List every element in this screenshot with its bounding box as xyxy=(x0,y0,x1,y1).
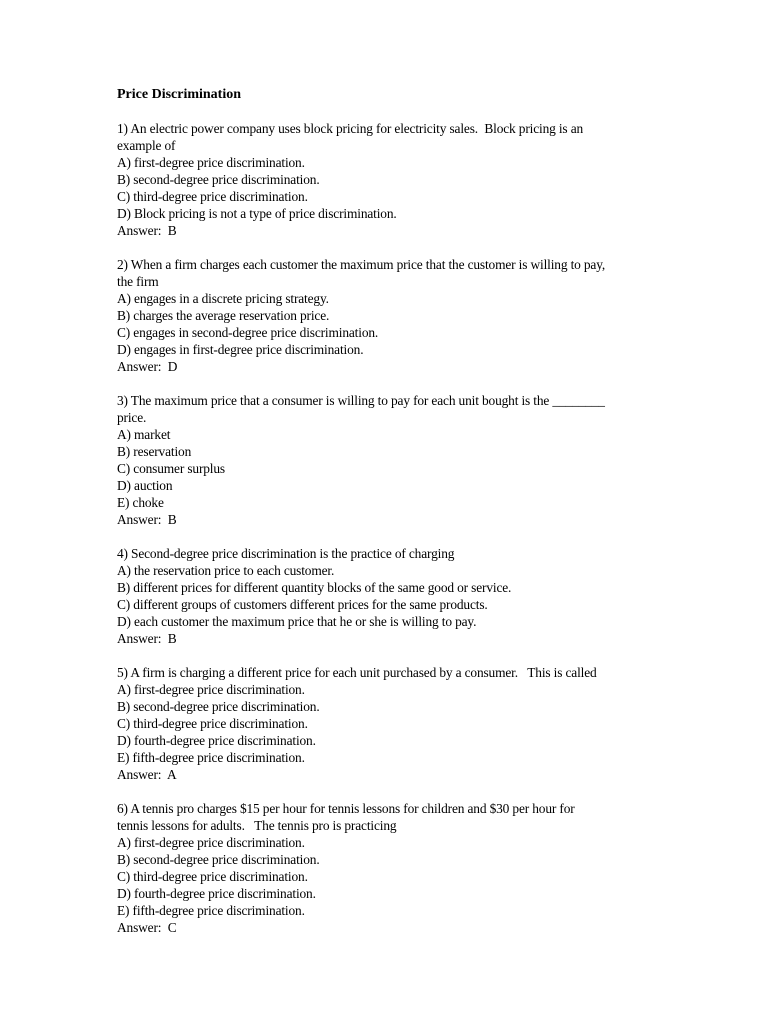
answer-option: B) second-degree price discrimination. xyxy=(117,172,320,187)
answer-option: B) reservation xyxy=(117,444,192,459)
answer-key: Answer: B xyxy=(117,631,177,646)
question-5 xyxy=(117,664,677,783)
answer-option: E) choke xyxy=(117,495,164,510)
question-stem-line: example of xyxy=(117,138,176,153)
answer-key: Answer: B xyxy=(117,223,177,238)
answer-option: A) engages in a discrete pricing strategy. xyxy=(117,291,329,306)
document-page xyxy=(117,86,677,953)
question-stem-line: 4) Second-degree price discrimination is the practice of charging xyxy=(117,546,455,561)
answer-key: Answer: B xyxy=(117,512,177,527)
answer-option: C) third-degree price discrimination. xyxy=(117,716,308,731)
question-stem-line: 3) The maximum price that a consumer is willing to pay for each unit bought is the ________ xyxy=(117,393,605,408)
question-6 xyxy=(117,800,677,936)
question-1 xyxy=(117,120,677,239)
question-3 xyxy=(117,392,677,528)
answer-option: A) first-degree price discrimination. xyxy=(117,682,305,697)
answer-key: Answer: A xyxy=(117,767,177,782)
question-stem-line: 1) An electric power company uses block pricing for electricity sales. Block pricing is an xyxy=(117,121,584,136)
answer-option: B) second-degree price discrimination. xyxy=(117,699,320,714)
answer-option: C) consumer surplus xyxy=(117,461,225,476)
answer-option: C) different groups of customers different prices for the same products. xyxy=(117,597,488,612)
question-stem-line: the firm xyxy=(117,274,159,289)
answer-option: C) third-degree price discrimination. xyxy=(117,869,308,884)
answer-option: C) third-degree price discrimination. xyxy=(117,189,308,204)
answer-option: A) the reservation price to each customer. xyxy=(117,563,335,578)
question-stem-line: tennis lessons for adults. The tennis pro is practicing xyxy=(117,818,397,833)
question-2 xyxy=(117,256,677,375)
question-stem-line: 5) A firm is charging a different price for each unit purchased by a consumer. This is called xyxy=(117,665,597,680)
answer-option: A) first-degree price discrimination. xyxy=(117,155,305,170)
answer-option: B) second-degree price discrimination. xyxy=(117,852,320,867)
answer-option: A) market xyxy=(117,427,171,442)
answer-option: E) fifth-degree price discrimination. xyxy=(117,750,305,765)
answer-option: B) charges the average reservation price. xyxy=(117,308,330,323)
answer-option: C) engages in second-degree price discrimination. xyxy=(117,325,379,340)
question-stem-line: 6) A tennis pro charges $15 per hour for tennis lessons for children and $30 per hour for xyxy=(117,801,575,816)
document-title: Price Discrimination xyxy=(117,87,242,102)
answer-option: B) different prices for different quantity blocks of the same good or service. xyxy=(117,580,512,595)
answer-option: D) Block pricing is not a type of price discrimination. xyxy=(117,206,397,221)
answer-option: D) fourth-degree price discrimination. xyxy=(117,886,316,901)
answer-key: Answer: D xyxy=(117,359,178,374)
answer-option: D) fourth-degree price discrimination. xyxy=(117,733,316,748)
answer-option: D) each customer the maximum price that he or she is willing to pay. xyxy=(117,614,477,629)
answer-option: A) first-degree price discrimination. xyxy=(117,835,305,850)
question-stem-line: 2) When a firm charges each customer the maximum price that the customer is willing to pay, xyxy=(117,257,606,272)
answer-option: D) auction xyxy=(117,478,173,493)
question-list xyxy=(117,120,677,936)
answer-key: Answer: C xyxy=(117,920,177,935)
answer-option: E) fifth-degree price discrimination. xyxy=(117,903,305,918)
question-stem-line: price. xyxy=(117,410,147,425)
question-4 xyxy=(117,545,677,647)
answer-option: D) engages in first-degree price discrimination. xyxy=(117,342,364,357)
